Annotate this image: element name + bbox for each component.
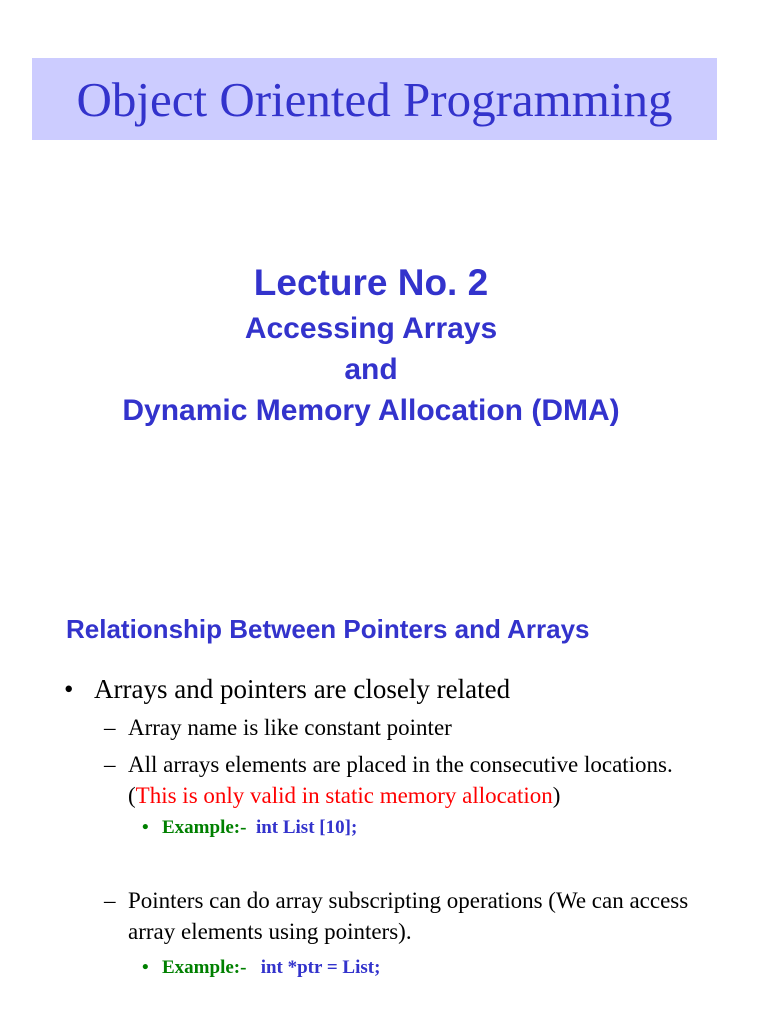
bullet-marker: • (64, 674, 74, 704)
example-2 (0, 955, 768, 981)
lecture-block (0, 258, 742, 431)
sub-bullet-2-text: All arrays elements are placed in the consecutive locations. ( (128, 752, 673, 808)
slide-title: Object Oriented Programming (76, 71, 673, 127)
example-2-code: int *ptr = List; (260, 957, 381, 978)
lecture-topic-line-2: and (344, 353, 398, 386)
bullet-main (0, 672, 768, 706)
small-bullet-marker: • (142, 817, 149, 838)
sub-bullet-2 (0, 749, 768, 811)
sub-bullet-2-close: ) (552, 783, 561, 808)
lecture-topic-line-3: Dynamic Memory Allocation (DMA) (122, 394, 620, 427)
sub-bullet-3 (0, 885, 768, 947)
sub-bullet-3-text: Pointers can do array subscripting operations (We can access array elements using pointers). (128, 888, 689, 944)
bullet-main-text: Arrays and pointers are closely related (94, 674, 511, 704)
sub-bullet-1 (0, 712, 768, 743)
bullet-list (0, 672, 768, 981)
small-bullet-marker: • (142, 957, 149, 978)
dash-marker: – (104, 715, 116, 740)
lecture-topic-line-1: Accessing Arrays (244, 312, 498, 345)
dash-marker: – (104, 752, 116, 777)
example-1-code: int List [10]; (255, 817, 358, 838)
static-memory-note: This is only valid in static memory allocation (135, 783, 553, 808)
example-1 (0, 815, 768, 841)
example-2-label: Example:- (162, 957, 247, 978)
example-1-label: Example:- (162, 817, 247, 838)
lecture-number: Lecture No. 2 (253, 262, 489, 303)
sub-bullet-1-text: Array name is like constant pointer (128, 715, 452, 740)
title-banner (32, 58, 717, 140)
section-heading: Relationship Between Pointers and Arrays (66, 614, 590, 644)
dash-marker: – (104, 888, 116, 913)
